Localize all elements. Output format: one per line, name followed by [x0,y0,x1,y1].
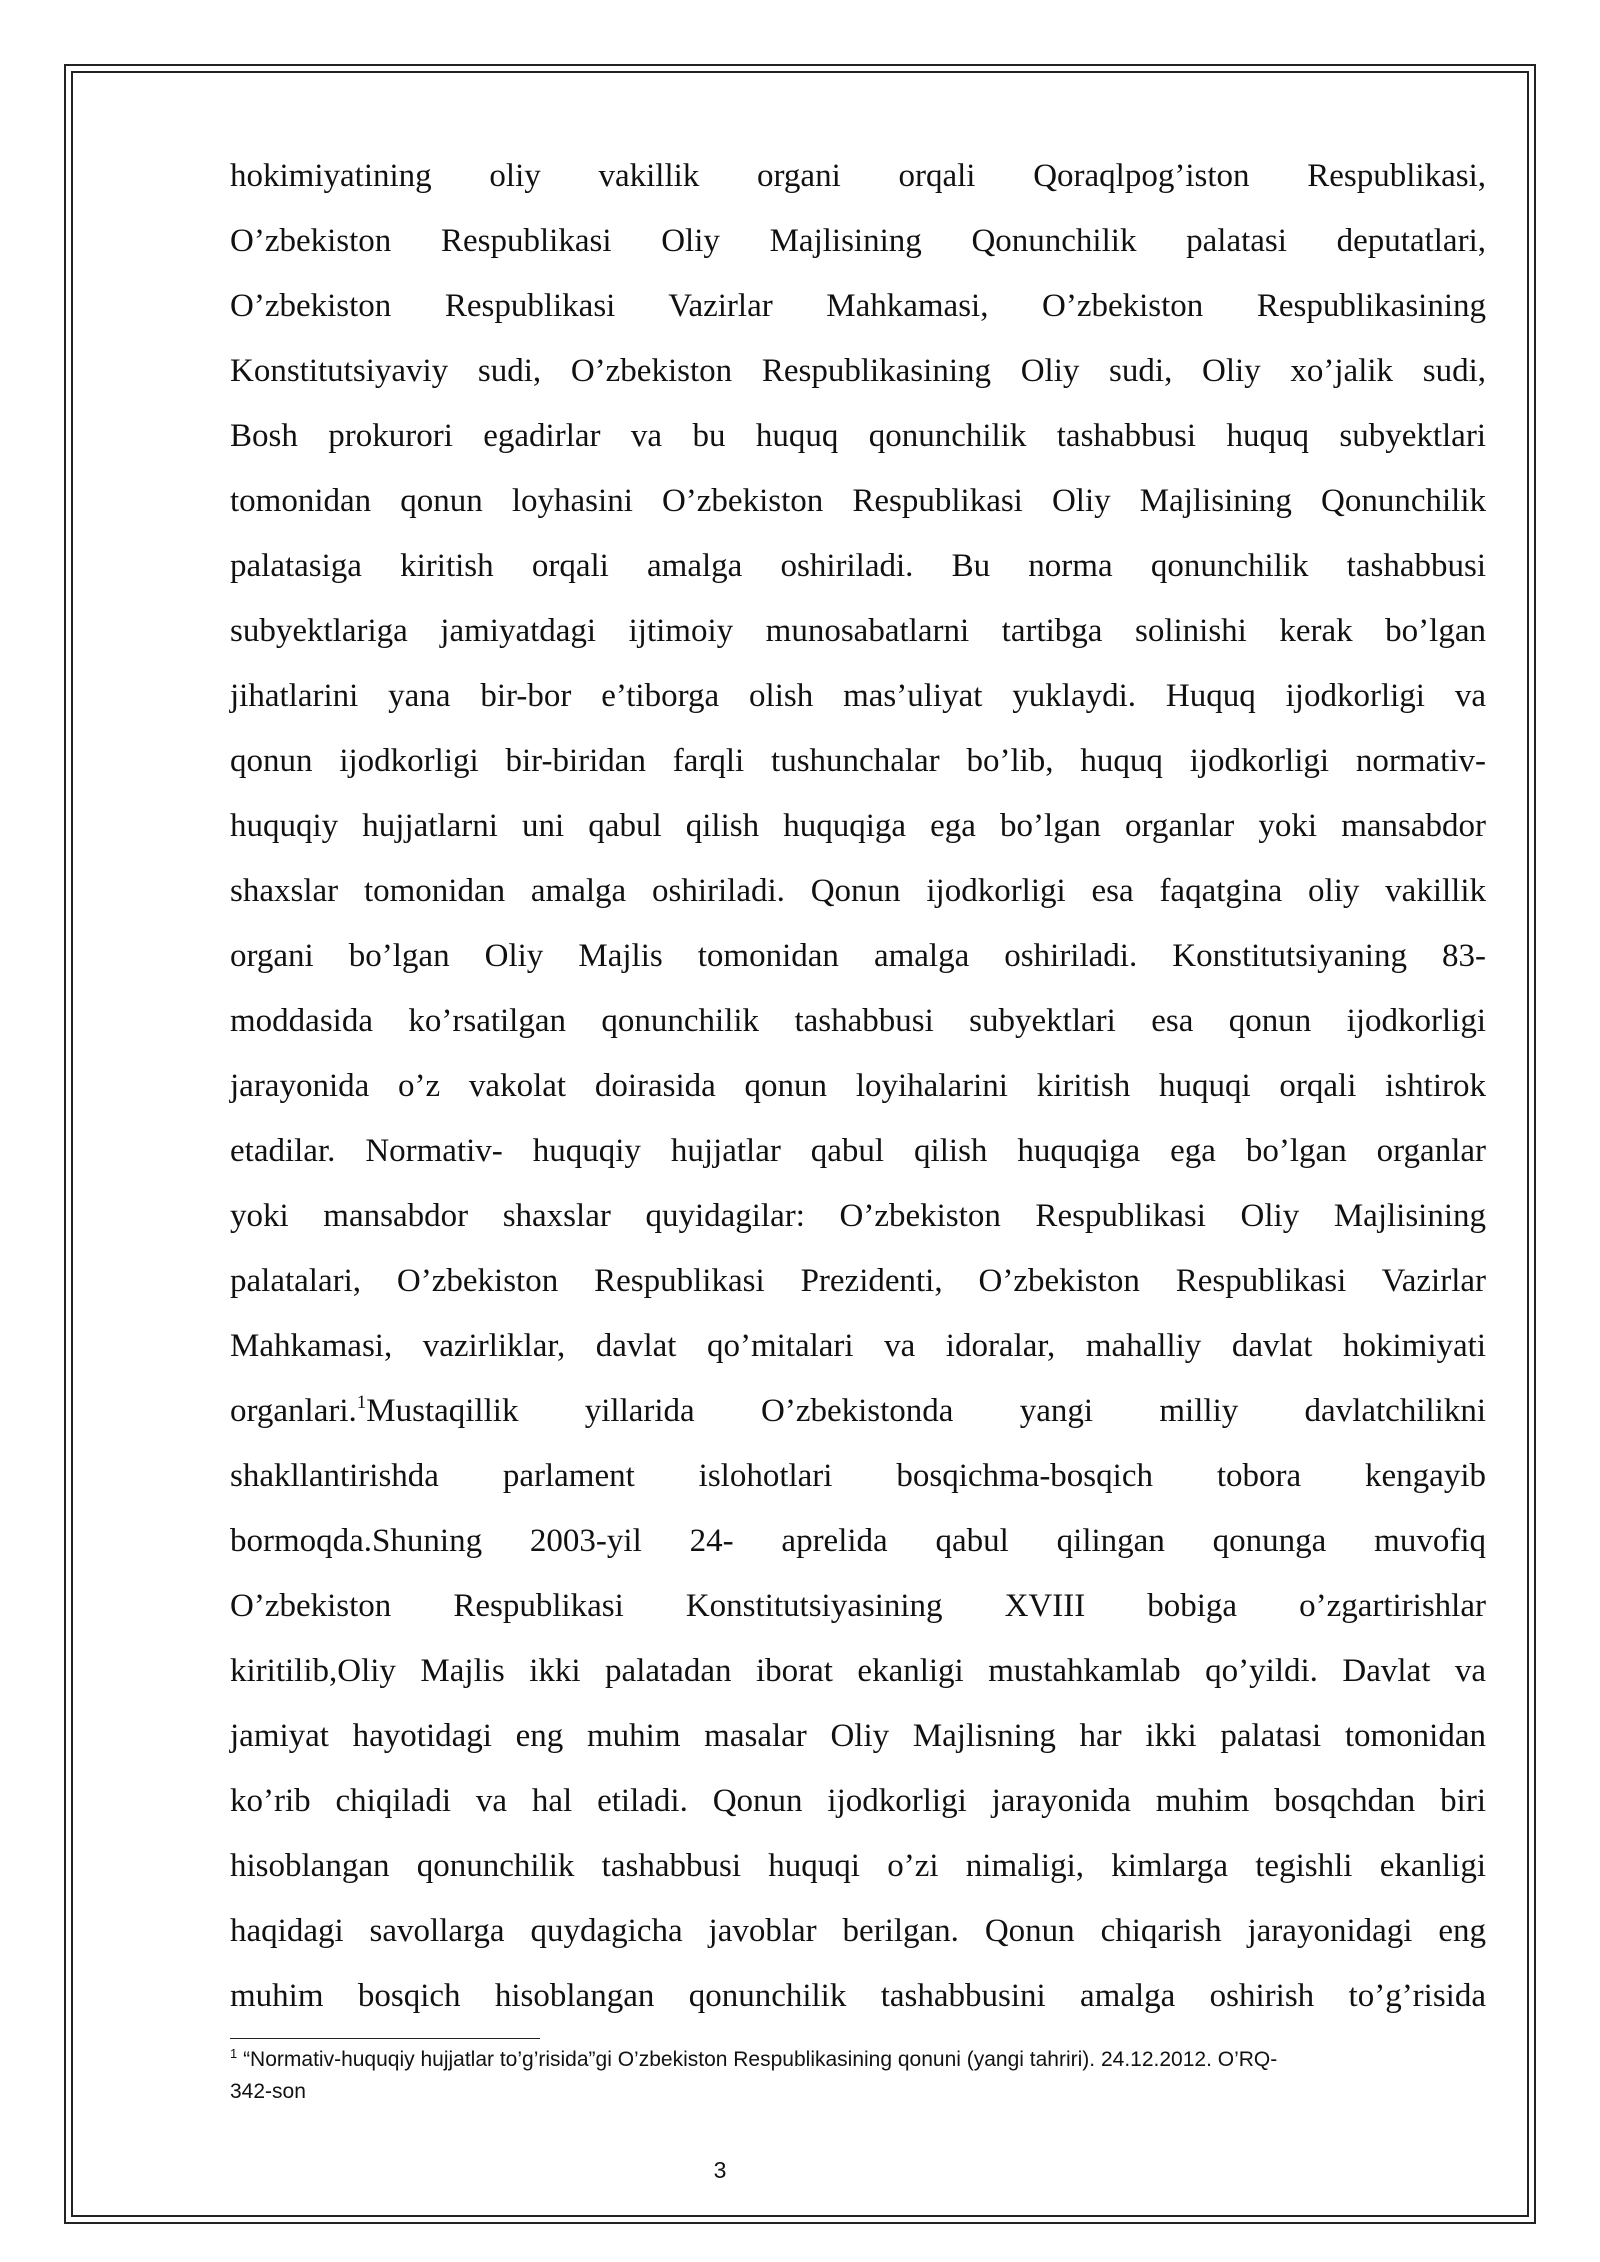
text-line: huquqiy hujjatlarni uni qabul qilish huquqiga ega bo’lgan organlar yoki mansabdor [230,808,1486,844]
text-line: kiritilib,Oliy Majlis ikki palatadan iborat ekanligi mustahkamlab qo’yildi. Davlat va [230,1653,1486,1689]
text-line: bormoqda.Shuning 2003-yil 24- aprelida qabul qilingan qonunga muvofiq [230,1523,1486,1559]
footnote-line: 342-son [230,2080,306,2103]
text-line: O’zbekiston Respublikasi Oliy Majlisining Qonunchilik palatasi deputatlari, [230,223,1486,259]
text-line: jamiyat hayotidagi eng muhim masalar Oliy Majlisning har ikki palatasi tomonidan [230,1718,1486,1754]
body-text [230,150,1486,2035]
text-line: Bosh prokurori egadirlar va bu huquq qonunchilik tashabbusi huquq subyektlari [230,418,1486,454]
text-line: Konstitutsiyaviy sudi, O’zbekiston Respublikasining Oliy sudi, Oliy xo’jalik sudi, [230,353,1486,389]
text-line: hokimiyatining oliy vakillik organi orqali Qoraqlpog’iston Respublikasi, [230,158,1486,194]
text-line: palatalari, O’zbekiston Respublikasi Prezidenti, O’zbekiston Respublikasi Vazirlar [230,1263,1486,1299]
text-line: hisoblangan qonunchilik tashabbusi huquqi o’zi nimaligi, kimlarga tegishli ekanligi [230,1848,1486,1884]
text-line: O’zbekiston Respublikasi Konstitutsiyasining XVIII bobiga o’zgartirishlar [230,1588,1486,1624]
text-segment: organlari. [230,1393,357,1429]
text-line: shaxslar tomonidan amalga oshiriladi. Qonun ijodkorligi esa faqatgina oliy vakillik [230,873,1486,909]
footnote [230,2044,1486,2108]
text-line: qonun ijodkorligi bir-biridan farqli tushunchalar bo’lib, huquq ijodkorligi normativ- [230,743,1486,779]
footnote-line [230,2044,1486,2076]
footnote-separator [230,2038,540,2039]
footnote-marker: 1 [230,2046,238,2061]
text-line: Mahkamasi, vazirliklar, davlat qo’mitalari va idoralar, mahalliy davlat hokimiyati [230,1328,1486,1364]
text-line: moddasida ko’rsatilgan qonunchilik tashabbusi subyektlari esa qonun ijodkorligi [230,1003,1486,1039]
text-line: yoki mansabdor shaxslar quyidagilar: O’zbekiston Respublikasi Oliy Majlisining [230,1198,1486,1234]
text-segment: Mustaqillik yillarida O’zbekistonda yangi milliy davlatchilikni [366,1393,1486,1429]
text-line: muhim bosqich hisoblangan qonunchilik tashabbusini amalga oshirish to’g’risida [230,1978,1486,2014]
text-line: haqidagi savollarga quydagicha javoblar berilgan. Qonun chiqarish jarayonidagi eng [230,1913,1486,1949]
text-line: palatasiga kiritish orqali amalga oshiriladi. Bu norma qonunchilik tashabbusi [230,548,1486,584]
text-line: subyektlariga jamiyatdagi ijtimoiy munosabatlarni tartibga solinishi kerak bo’lgan [230,613,1486,649]
text-line-with-footnote-ref [230,1385,1486,1450]
text-line: tomonidan qonun loyhasini O’zbekiston Respublikasi Oliy Majlisining Qonunchilik [230,483,1486,519]
text-line: O’zbekiston Respublikasi Vazirlar Mahkamasi, O’zbekiston Respublikasining [230,288,1486,324]
text-line: etadilar. Normativ- huquqiy hujjatlar qabul qilish huquqiga ega bo’lgan organlar [230,1133,1486,1169]
text-line: jihatlarini yana bir-bor e’tiborga olish mas’uliyat yuklaydi. Huquq ijodkorligi va [230,678,1486,714]
text-line: shakllantirishda parlament islohotlari bosqichma-bosqich tobora kengayib [230,1458,1486,1494]
page-number: 3 [713,2157,727,2183]
text-line: organi bo’lgan Oliy Majlis tomonidan amalga oshiriladi. Konstitutsiyaning 83- [230,938,1486,974]
footnote-reference[interactable]: 1 [356,1392,367,1413]
text-line: ko’rib chiqiladi va hal etiladi. Qonun ijodkorligi jarayonida muhim bosqchdan biri [230,1783,1486,1819]
text-line: jarayonida o’z vakolat doirasida qonun loyihalarini kiritish huquqi orqali ishtirok [230,1068,1486,1104]
footnote-text: “Normativ-huquqiy hujjatlar to’g’risida”gi O’zbekiston Respublikasining qonuni (yangi tahriri). 24.12.2012. O’RQ- [237,2048,1278,2071]
